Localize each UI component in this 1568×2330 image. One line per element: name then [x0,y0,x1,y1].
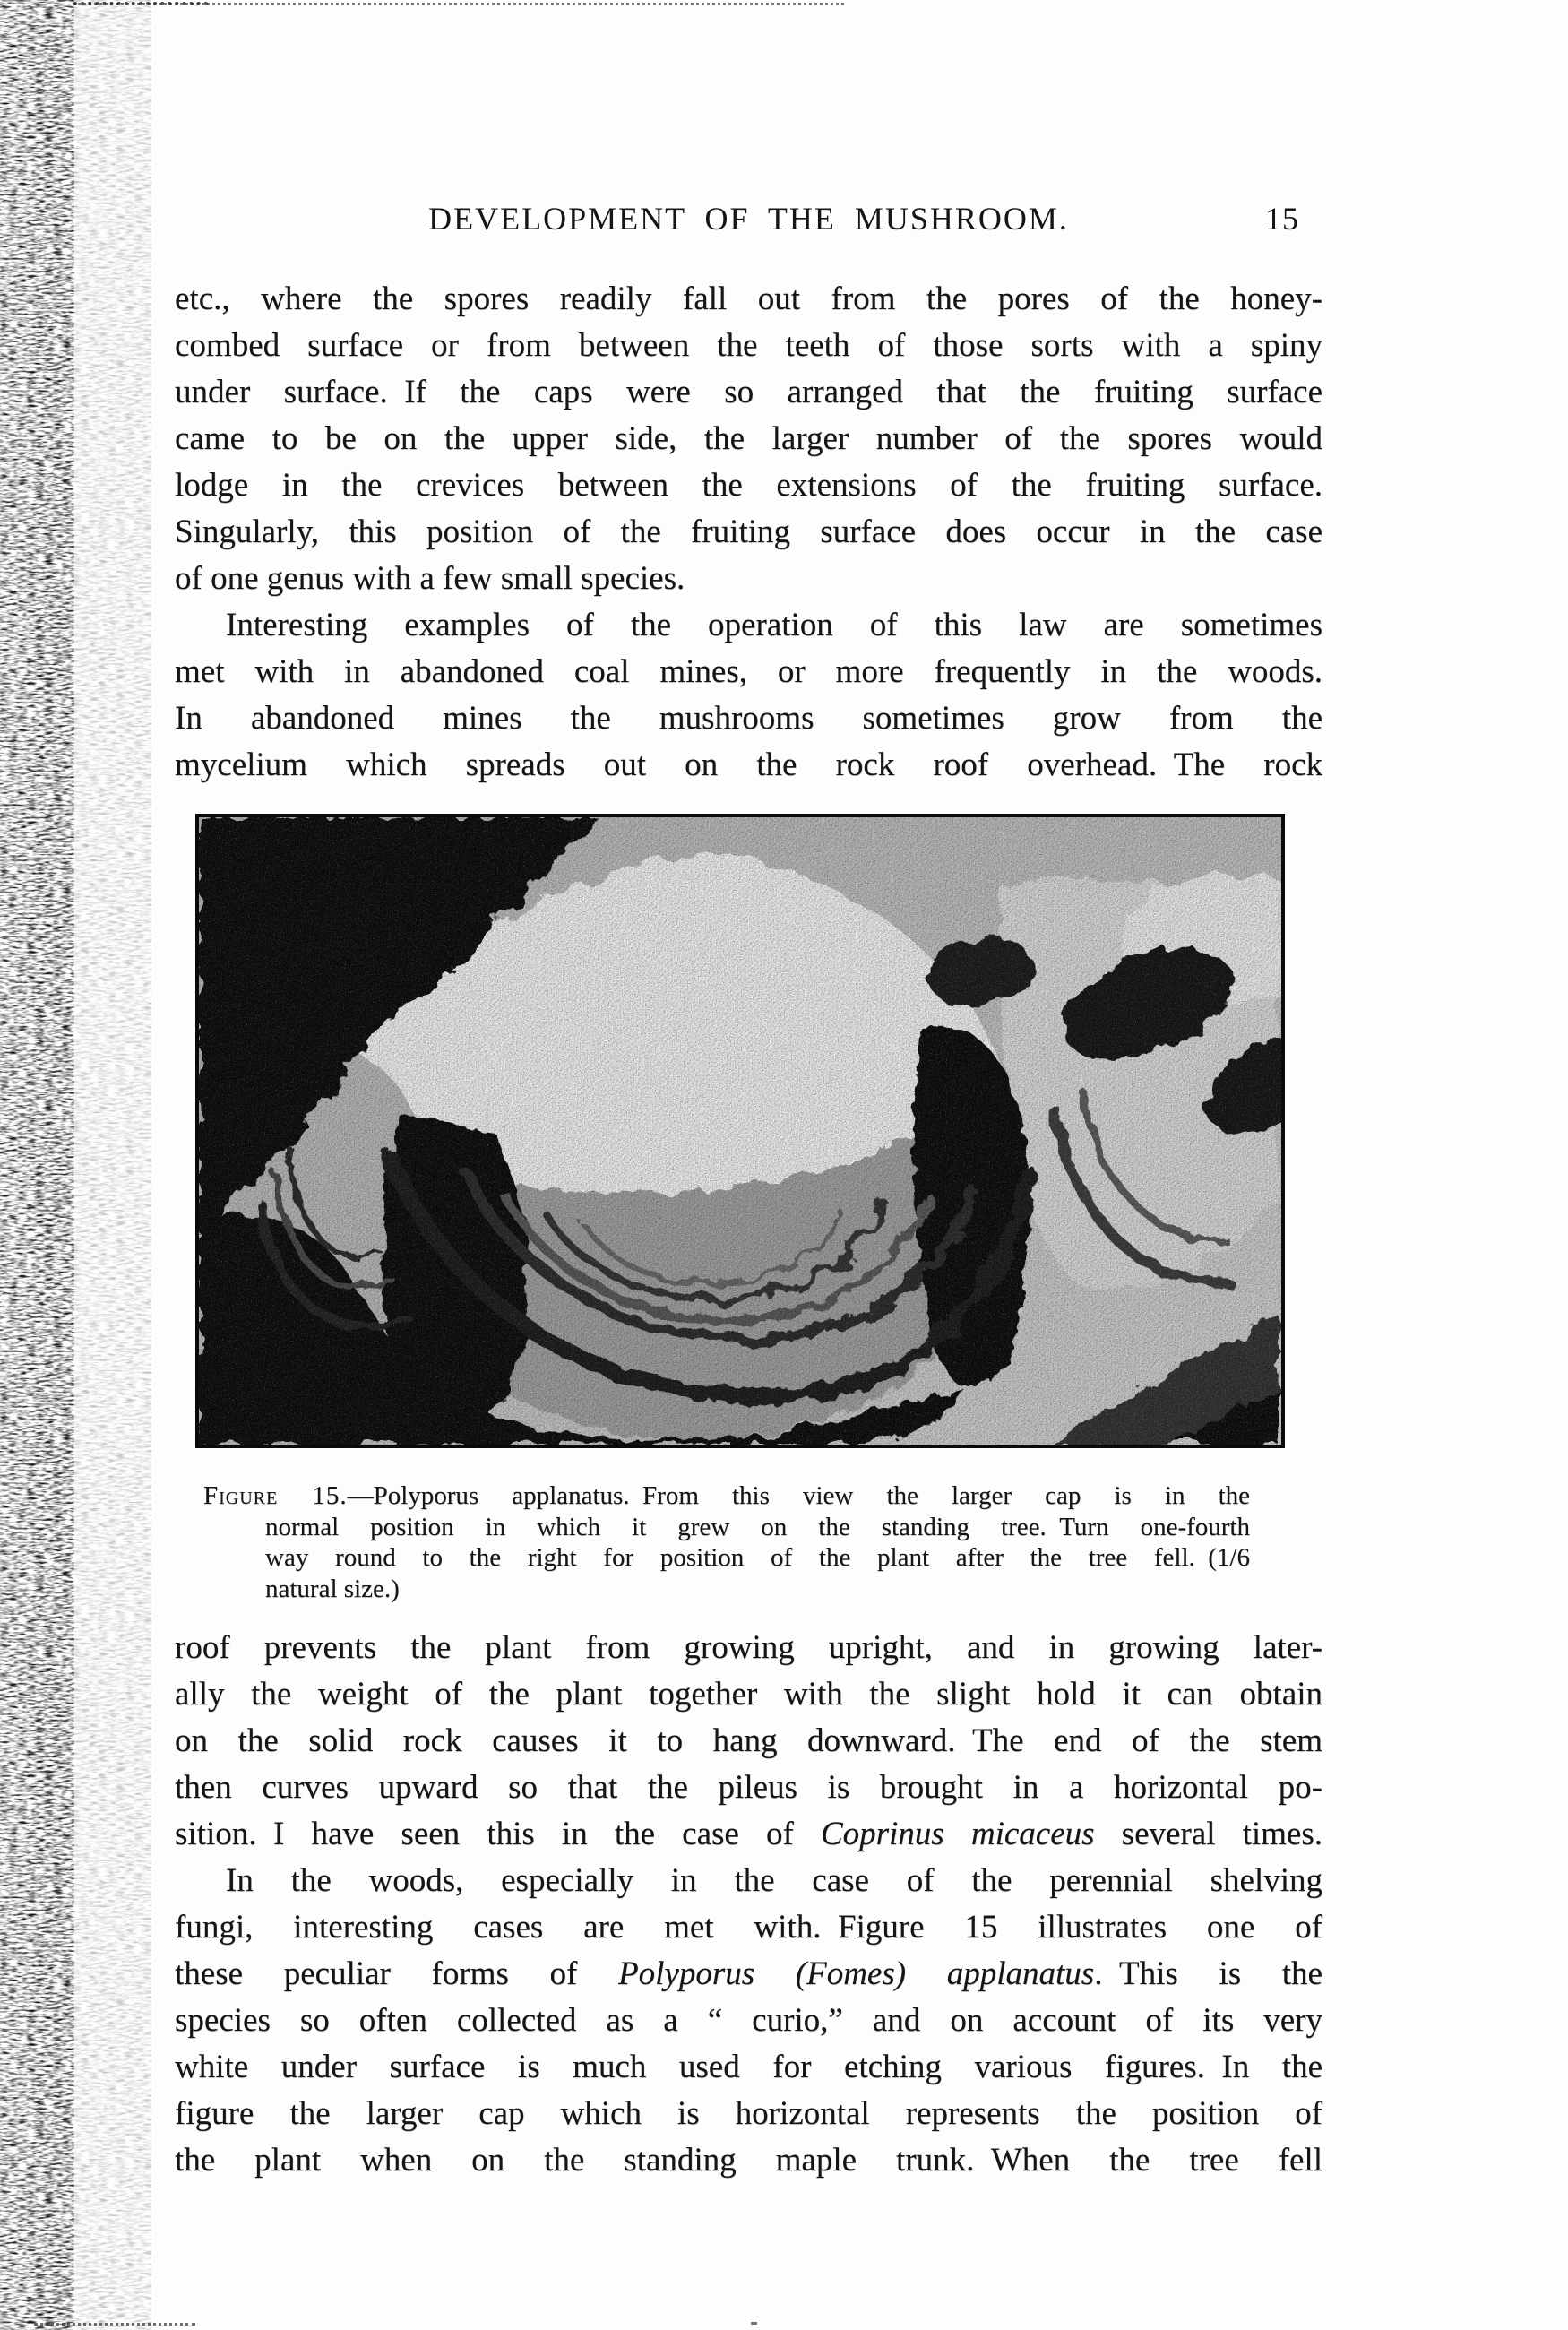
text-line: natural size.) [265,1574,400,1603]
text-line: Figure 15.—Polyporus applanatus. From this view the larger cap is in the [203,1481,1250,1510]
halftone-photo-svg [199,817,1281,1445]
text-line: sition. I have seen this in the case of Coprinus micaceus several times. [175,1816,1322,1852]
figure-caption [203,1480,1250,1604]
text-line: these peculiar forms of Polyporus (Fomes) applanatus. This is the [175,1955,1322,1992]
text-line: under surface. If the caps were so arranged that the fruiting surface [175,374,1322,410]
text-line: came to be on the upper side, the larger number of the spores would [175,420,1322,457]
text-line: figure the larger cap which is horizontal represents the position of [175,2095,1322,2132]
body-text-upper [175,276,1322,789]
text-line: then curves upward so that the pileus is brought in a horizontal po- [175,1769,1322,1806]
scan-artifact-bottom-line [34,2323,195,2326]
text-line: In the woods, especially in the case of the perennial shelving [226,1862,1322,1899]
text-line: etc., where the spores readily fall out from the pores of the honey- [175,280,1322,317]
running-head-title: DEVELOPMENT OF THE MUSHROOM. [428,201,1069,237]
text-line: way round to the right for position of the plant after the tree fell. (1/6 [265,1543,1250,1572]
text-line: white under surface is much used for etching various figures. In the [175,2049,1322,2085]
text-line: normal position in which it grew on the standing tree. Turn one-fourth [265,1512,1250,1541]
page-number: 15 [1265,201,1299,237]
text-line: lodge in the crevices between the extensions of the fruiting surface. [175,467,1322,504]
text-line: fungi, interesting cases are met with. Figure 15 illustrates one of [175,1909,1322,1946]
text-line: on the solid rock causes it to hang downward. The end of the stem [175,1722,1322,1759]
text-line: of one genus with a few small species. [175,560,685,597]
figure-15-photograph [195,814,1285,1448]
running-head [175,201,1322,240]
text-line: Singularly, this position of the fruiting surface does occur in the case [175,513,1322,550]
text-line: combed surface or from between the teeth of those sorts with a spiny [175,327,1322,364]
text-line: mycelium which spreads out on the rock roof overhead. The rock [175,746,1322,783]
text-line: Interesting examples of the operation of this law are sometimes [226,607,1322,643]
body-text-lower [175,1625,1322,2184]
scan-artifact-bottom-dot [751,2322,757,2325]
text-line: In abandoned mines the mushrooms sometimes grow from the [175,700,1322,737]
scan-artifact-top-line-dense [73,2,208,5]
scan-noise-left-edge [0,0,152,2330]
text-line: ally the weight of the plant together with the slight hold it can obtain [175,1676,1322,1713]
text-line: roof prevents the plant from growing upright, and in growing later- [175,1629,1322,1666]
text-line: the plant when on the standing maple trunk. When the tree fell [175,2142,1322,2179]
text-line: species so often collected as a “ curio,” and on account of its very [175,2002,1322,2039]
text-line: met with in abandoned coal mines, or more frequently in the woods. [175,653,1322,690]
